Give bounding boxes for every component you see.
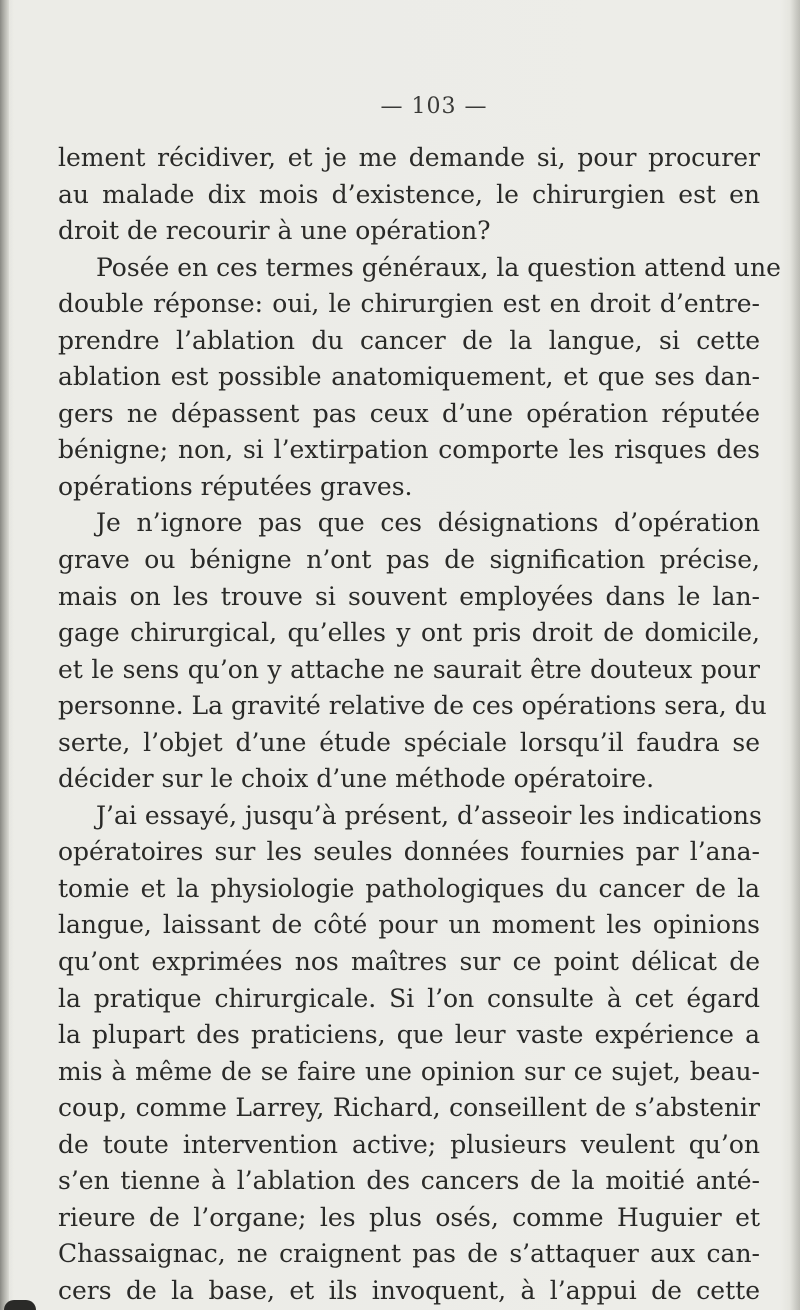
text-line: de toute intervention active; plusieurs veulent qu’on — [58, 1129, 760, 1159]
text-line: opératoires sur les seules données fournies par l’ana- — [58, 837, 760, 867]
text-line: bénigne; non, si l’extirpation comporte les risques des — [58, 435, 760, 465]
text-line: au malade dix mois d’existence, le chirurgien est en — [58, 179, 760, 209]
text-line: lement récidiver, et je me demande si, pour procurer — [58, 143, 760, 172]
text-line: décider sur le choix d’une méthode opératoire. — [58, 764, 655, 794]
page-right-edge — [790, 0, 800, 1310]
text-line: coup, comme Larrey, Richard, conseillent de s’abstenir — [58, 1093, 760, 1123]
text-line: prendre l’ablation du cancer de la langue, si cette — [58, 325, 760, 355]
body-text — [58, 140, 781, 1310]
text-line: Chassaignac, ne craignent pas de s’attaquer aux can- — [58, 1239, 760, 1269]
text-line: Je n’ignore pas que ces désignations d’opération — [96, 508, 760, 538]
text-line: serte, l’objet d’une étude spéciale lorsqu’il faudra se — [58, 727, 760, 757]
text-line: la plupart des praticiens, que leur vaste expérience a — [58, 1020, 760, 1050]
text-line: mais on les trouve si souvent employées dans le lan- — [58, 581, 760, 611]
corner-ink-mark — [4, 1300, 36, 1310]
text-line: ablation est possible anatomiquement, et que ses dan- — [58, 362, 760, 392]
text-line: s’en tienne à l’ablation des cancers de la moitié anté- — [58, 1166, 760, 1196]
text-line: gers ne dépassent pas ceux d’une opération réputée — [58, 398, 760, 428]
page-number: — 103 — — [380, 94, 488, 119]
text-line: langue, laissant de côté pour un moment les opinions — [58, 910, 760, 940]
page-binding-edge — [0, 0, 9, 1310]
text-line: la pratique chirurgicale. Si l’on consulte à cet égard — [58, 983, 760, 1013]
text-line: et le sens qu’on y attache ne saurait être douteux pour — [58, 654, 760, 684]
text-line: personne. La gravité relative de ces opérations sera, du — [58, 691, 767, 721]
text-line: opérations réputées graves. — [58, 471, 413, 501]
text-line: gage chirurgical, qu’elles y ont pris droit de domicile, — [58, 618, 760, 648]
text-line: rieure de l’organe; les plus osés, comme Huguier et — [58, 1202, 760, 1232]
text-line: cers de la base, et ils invoquent, à l’appui de cette — [58, 1275, 760, 1305]
text-line: J’ai essayé, jusqu’à présent, d’asseoir les indications — [96, 800, 762, 830]
text-line: mis à même de se faire une opinion sur ce sujet, beau- — [58, 1056, 760, 1086]
text-line: qu’ont exprimées nos maîtres sur ce point délicat de — [58, 947, 760, 977]
text-line: grave ou bénigne n’ont pas de signification précise, — [58, 545, 760, 575]
text-line: tomie et la physiologie pathologiques du cancer de la — [58, 873, 760, 903]
text-line: droit de recourir à une opération? — [58, 216, 491, 246]
text-line: double réponse: oui, le chirurgien est en droit d’entre- — [58, 289, 760, 319]
text-line: Posée en ces termes généraux, la question attend une — [96, 252, 781, 282]
